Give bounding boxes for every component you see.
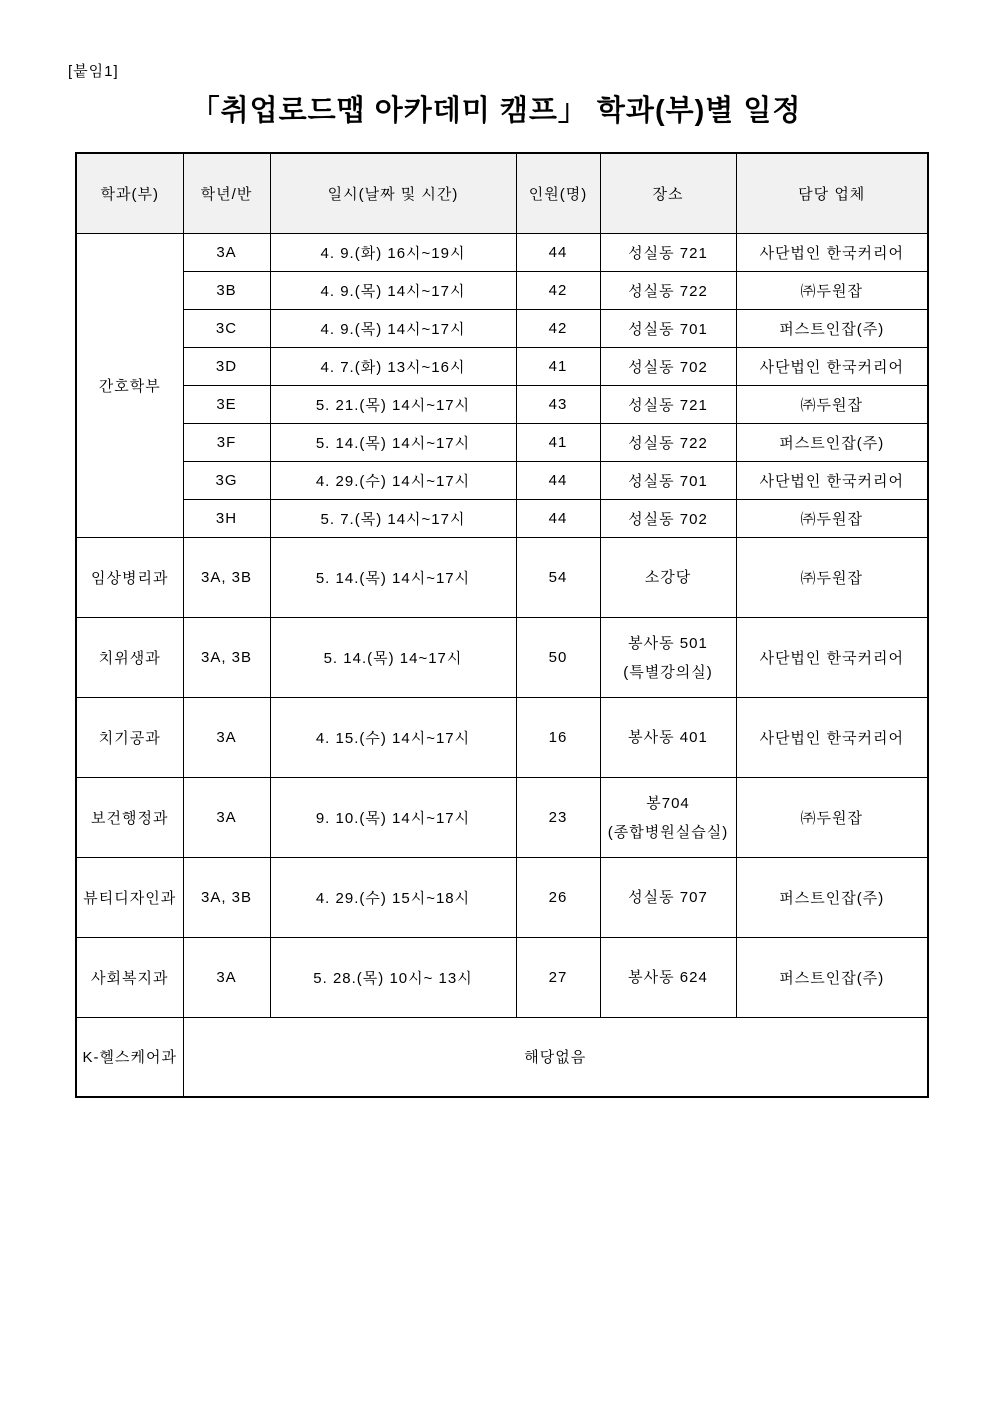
table-row xyxy=(76,310,928,348)
dept-cell: 치위생과 xyxy=(76,618,183,698)
class-cell: 3F xyxy=(183,424,270,462)
class-cell: 3A xyxy=(183,234,270,272)
place-cell: 성실동 721 xyxy=(600,386,736,424)
table-row xyxy=(76,698,928,778)
table-row xyxy=(76,424,928,462)
count-cell: 44 xyxy=(516,462,600,500)
place-cell xyxy=(600,938,736,1018)
count-cell: 27 xyxy=(516,938,600,1018)
datetime-cell: 5. 21.(목) 14시~17시 xyxy=(270,386,516,424)
class-cell: 3A, 3B xyxy=(183,538,270,618)
class-cell: 3A, 3B xyxy=(183,858,270,938)
count-cell: 41 xyxy=(516,424,600,462)
company-cell: ㈜두원잡 xyxy=(736,386,928,424)
place-line-1: 봉사동 501 xyxy=(628,634,708,652)
dept-cell: 보건행정과 xyxy=(76,778,183,858)
datetime-cell: 5. 14.(목) 14시~17시 xyxy=(270,538,516,618)
schedule-table xyxy=(75,152,929,1098)
place-cell xyxy=(600,618,736,698)
page-title: 「취업로드맵 아카데미 캠프」 학과(부)별 일정 xyxy=(190,95,802,127)
count-cell: 23 xyxy=(516,778,600,858)
place-cell xyxy=(600,538,736,618)
company-cell: ㈜두원잡 xyxy=(736,272,928,310)
datetime-cell: 4. 29.(수) 14시~17시 xyxy=(270,462,516,500)
count-cell: 43 xyxy=(516,386,600,424)
table-row xyxy=(76,386,928,424)
place-line-2: (종합병원실습실) xyxy=(607,823,729,841)
datetime-cell: 9. 10.(목) 14시~17시 xyxy=(270,778,516,858)
place-cell: 성실동 702 xyxy=(600,500,736,538)
count-cell: 44 xyxy=(516,234,600,272)
company-cell: 퍼스트인잡(주) xyxy=(736,938,928,1018)
company-cell: 사단법인 한국커리어 xyxy=(736,234,928,272)
company-cell: 사단법인 한국커리어 xyxy=(736,698,928,778)
place-line-1: 성실동 707 xyxy=(628,889,708,906)
count-cell: 41 xyxy=(516,348,600,386)
class-cell: 3A xyxy=(183,938,270,1018)
count-cell: 50 xyxy=(516,618,600,698)
attachment-label: [붙임1] xyxy=(68,63,119,80)
datetime-cell: 5. 7.(목) 14시~17시 xyxy=(270,500,516,538)
place-cell: 성실동 722 xyxy=(600,424,736,462)
table-row xyxy=(76,500,928,538)
datetime-cell: 4. 7.(화) 13시~16시 xyxy=(270,348,516,386)
table-row xyxy=(76,1018,928,1097)
datetime-cell: 5. 14.(목) 14~17시 xyxy=(270,618,516,698)
company-cell: 사단법인 한국커리어 xyxy=(736,348,928,386)
table-row xyxy=(76,858,928,938)
dept-cell: 사회복지과 xyxy=(76,938,183,1018)
place-line-1: 봉704 xyxy=(646,794,690,812)
company-cell: 사단법인 한국커리어 xyxy=(736,618,928,698)
company-cell: 퍼스트인잡(주) xyxy=(736,424,928,462)
class-cell: 3A, 3B xyxy=(183,618,270,698)
table-row xyxy=(76,462,928,500)
dept-cell: K-헬스케어과 xyxy=(76,1018,183,1097)
class-cell: 3B xyxy=(183,272,270,310)
place-line-1: 봉사동 401 xyxy=(628,729,708,746)
table-row xyxy=(76,618,928,698)
col-header-datetime: 일시(날짜 및 시간) xyxy=(270,153,516,234)
company-cell: 퍼스트인잡(주) xyxy=(736,310,928,348)
datetime-cell: 5. 14.(목) 14시~17시 xyxy=(270,424,516,462)
class-cell: 3A xyxy=(183,778,270,858)
table-row xyxy=(76,538,928,618)
count-cell: 42 xyxy=(516,310,600,348)
header-row xyxy=(76,153,928,234)
table-row xyxy=(76,938,928,1018)
count-cell: 16 xyxy=(516,698,600,778)
company-cell: 사단법인 한국커리어 xyxy=(736,462,928,500)
company-cell: ㈜두원잡 xyxy=(736,538,928,618)
table-row xyxy=(76,778,928,858)
place-line-2: (특별강의실) xyxy=(623,663,713,681)
notice-cell: 해당없음 xyxy=(183,1018,928,1097)
class-cell: 3G xyxy=(183,462,270,500)
col-header-count: 인원(명) xyxy=(516,153,600,234)
col-header-place: 장소 xyxy=(600,153,736,234)
place-line-1: 소강당 xyxy=(644,569,692,586)
place-cell xyxy=(600,778,736,858)
company-cell: ㈜두원잡 xyxy=(736,500,928,538)
dept-cell: 임상병리과 xyxy=(76,538,183,618)
dept-cell: 뷰티디자인과 xyxy=(76,858,183,938)
place-cell: 성실동 701 xyxy=(600,310,736,348)
datetime-cell: 4. 9.(목) 14시~17시 xyxy=(270,310,516,348)
class-cell: 3C xyxy=(183,310,270,348)
count-cell: 44 xyxy=(516,500,600,538)
place-line-1: 봉사동 624 xyxy=(628,969,708,986)
datetime-cell: 5. 28.(목) 10시~ 13시 xyxy=(270,938,516,1018)
count-cell: 54 xyxy=(516,538,600,618)
place-cell xyxy=(600,858,736,938)
count-cell: 42 xyxy=(516,272,600,310)
table-row xyxy=(76,234,928,272)
datetime-cell: 4. 29.(수) 15시~18시 xyxy=(270,858,516,938)
dept-cell: 간호학부 xyxy=(76,234,183,538)
place-cell: 성실동 721 xyxy=(600,234,736,272)
col-header-company: 담당 업체 xyxy=(736,153,928,234)
class-cell: 3A xyxy=(183,698,270,778)
place-cell xyxy=(600,698,736,778)
company-cell: 퍼스트인잡(주) xyxy=(736,858,928,938)
class-cell: 3E xyxy=(183,386,270,424)
dept-cell: 치기공과 xyxy=(76,698,183,778)
table-row xyxy=(76,272,928,310)
col-header-dept: 학과(부) xyxy=(76,153,183,234)
place-cell: 성실동 702 xyxy=(600,348,736,386)
datetime-cell: 4. 15.(수) 14시~17시 xyxy=(270,698,516,778)
place-cell: 성실동 722 xyxy=(600,272,736,310)
class-cell: 3H xyxy=(183,500,270,538)
datetime-cell: 4. 9.(화) 16시~19시 xyxy=(270,234,516,272)
col-header-class: 학년/반 xyxy=(183,153,270,234)
class-cell: 3D xyxy=(183,348,270,386)
company-cell: ㈜두원잡 xyxy=(736,778,928,858)
datetime-cell: 4. 9.(목) 14시~17시 xyxy=(270,272,516,310)
place-cell: 성실동 701 xyxy=(600,462,736,500)
count-cell: 26 xyxy=(516,858,600,938)
table-row xyxy=(76,348,928,386)
